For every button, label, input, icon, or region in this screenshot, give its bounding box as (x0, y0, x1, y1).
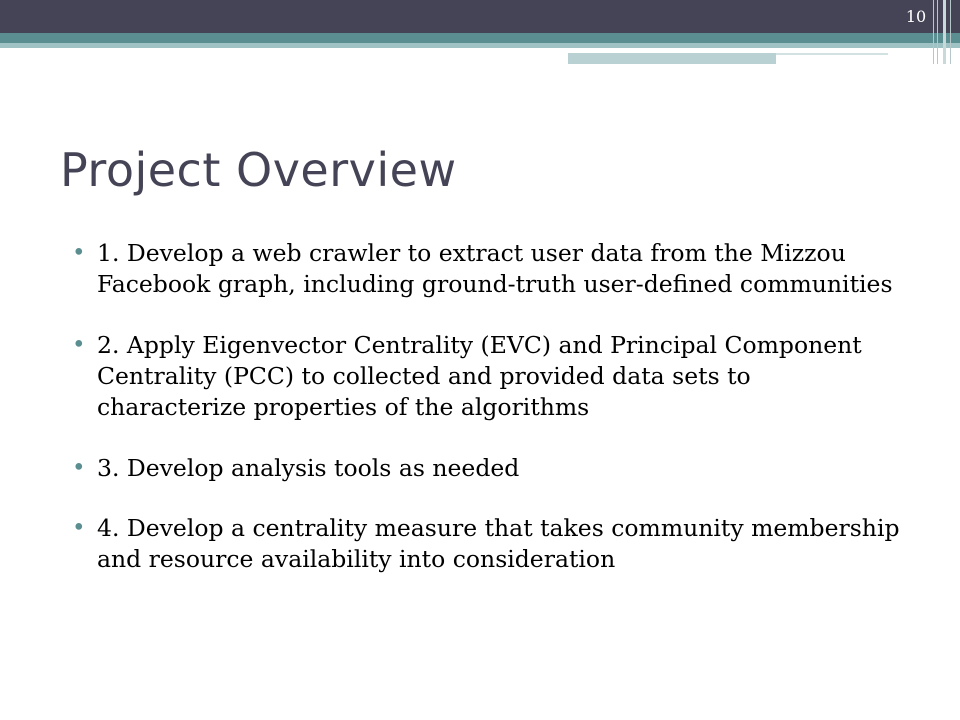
bullet-marker: • (72, 515, 86, 541)
slide-title: Project Overview (60, 143, 457, 197)
bullet-text: 4. Develop a centrality measure that takes community membership and resource availability into consideration (97, 514, 900, 573)
bullet-marker: • (72, 332, 86, 358)
bullet-list (72, 238, 902, 605)
header-band-teal (0, 33, 960, 43)
bullet-item (72, 453, 902, 484)
header-vertical-line (950, 0, 951, 64)
bullet-text: 2. Apply Eigenvector Centrality (EVC) and Principal Component Centrality (PCC) to collected and provided data sets to characterize properties of the algorithms (97, 331, 862, 421)
header-accent-line (776, 53, 888, 55)
header-band-light (0, 43, 960, 48)
bullet-item (72, 513, 902, 575)
header-vertical-line (943, 0, 946, 64)
header-band-dark (0, 0, 960, 33)
header-vertical-line (937, 0, 938, 64)
header-accent-bar (568, 53, 776, 64)
bullet-marker: • (72, 240, 86, 266)
bullet-marker: • (72, 455, 86, 481)
header-vertical-line (933, 0, 934, 64)
bullet-item (72, 330, 902, 423)
bullet-text: 1. Develop a web crawler to extract user data from the Mizzou Facebook graph, including ground-truth user-defined communities (97, 239, 893, 298)
bullet-text: 3. Develop analysis tools as needed (97, 454, 520, 482)
page-number: 10 (905, 7, 927, 26)
bullet-item (72, 238, 902, 300)
